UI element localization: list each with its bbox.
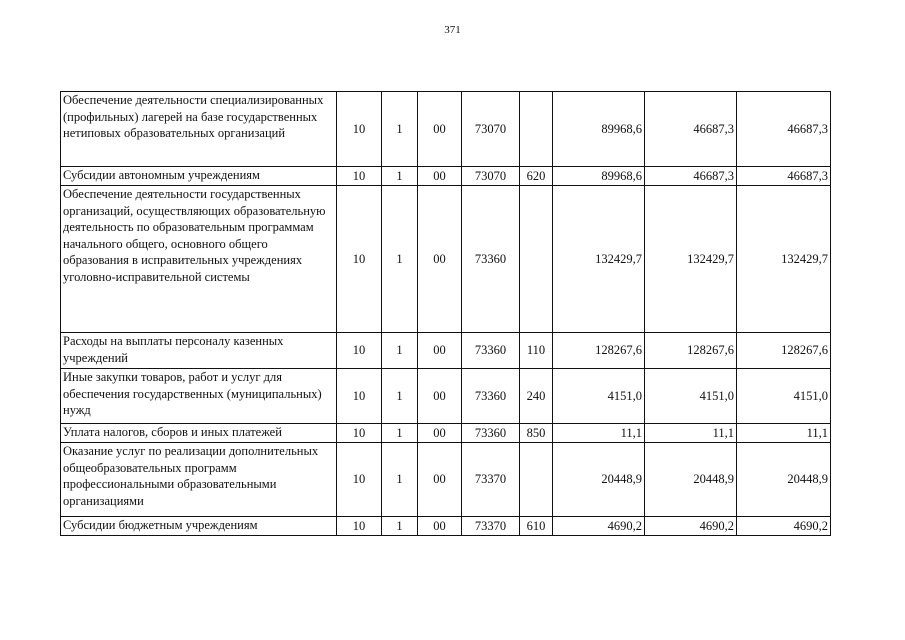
row-target-code: 73360: [462, 333, 520, 369]
row-section: 10: [337, 443, 382, 517]
row-target-code-prefix: 00: [418, 443, 462, 517]
row-subsection: 1: [382, 369, 418, 424]
row-name: Расходы на выплаты персоналу казенных учреждений: [61, 333, 337, 369]
row-section: 10: [337, 369, 382, 424]
budget-table: [60, 91, 831, 536]
row-value-2: 20448,9: [645, 443, 737, 517]
row-section: 10: [337, 92, 382, 167]
row-value-3: 4690,2: [737, 517, 831, 536]
table-row: [61, 424, 831, 443]
row-expense-type: [520, 186, 553, 333]
row-expense-type: 240: [520, 369, 553, 424]
row-name: Обеспечение деятельности государственных организаций, осуществляющих образовательную деятельность по образовательным программам начального общего, основного общего образования в исправительных учреждениях уголовно-исправительной системы: [61, 186, 337, 333]
row-target-code: 73360: [462, 424, 520, 443]
row-value-1: 11,1: [553, 424, 645, 443]
page-number: 371: [444, 24, 461, 36]
row-value-3: 11,1: [737, 424, 831, 443]
table-row: [61, 92, 831, 167]
row-section: 10: [337, 333, 382, 369]
row-value-2: 128267,6: [645, 333, 737, 369]
row-name: Обеспечение деятельности специализированных (профильных) лагерей на базе государственных нетиповых образовательных организаций: [61, 92, 337, 167]
row-target-code: 73070: [462, 167, 520, 186]
row-subsection: 1: [382, 167, 418, 186]
row-name: Субсидии бюджетным учреждениям: [61, 517, 337, 536]
row-name: Иные закупки товаров, работ и услуг для обеспечения государственных (муниципальных) нужд: [61, 369, 337, 424]
row-subsection: 1: [382, 443, 418, 517]
table-row: [61, 517, 831, 536]
row-section: 10: [337, 167, 382, 186]
row-subsection: 1: [382, 92, 418, 167]
row-expense-type: 620: [520, 167, 553, 186]
table-row: [61, 333, 831, 369]
row-value-2: 46687,3: [645, 167, 737, 186]
row-value-3: 46687,3: [737, 167, 831, 186]
row-target-code-prefix: 00: [418, 167, 462, 186]
row-name: Субсидии автономным учреждениям: [61, 167, 337, 186]
row-section: 10: [337, 186, 382, 333]
row-value-1: 4690,2: [553, 517, 645, 536]
row-value-3: 132429,7: [737, 186, 831, 333]
row-expense-type: 850: [520, 424, 553, 443]
row-value-3: 128267,6: [737, 333, 831, 369]
row-value-2: 132429,7: [645, 186, 737, 333]
row-target-code: 73370: [462, 517, 520, 536]
row-value-1: 89968,6: [553, 92, 645, 167]
row-target-code-prefix: 00: [418, 186, 462, 333]
row-target-code-prefix: 00: [418, 369, 462, 424]
row-value-3: 46687,3: [737, 92, 831, 167]
row-section: 10: [337, 424, 382, 443]
row-target-code: 73360: [462, 186, 520, 333]
row-value-1: 132429,7: [553, 186, 645, 333]
row-expense-type: [520, 443, 553, 517]
row-value-1: 20448,9: [553, 443, 645, 517]
row-section: 10: [337, 517, 382, 536]
table-row: [61, 167, 831, 186]
row-subsection: 1: [382, 186, 418, 333]
row-target-code: 73370: [462, 443, 520, 517]
row-target-code: 73070: [462, 92, 520, 167]
row-subsection: 1: [382, 424, 418, 443]
table-row: [61, 443, 831, 517]
row-value-1: 89968,6: [553, 167, 645, 186]
row-value-2: 11,1: [645, 424, 737, 443]
row-subsection: 1: [382, 517, 418, 536]
table-row: [61, 186, 831, 333]
row-subsection: 1: [382, 333, 418, 369]
row-value-3: 20448,9: [737, 443, 831, 517]
row-value-2: 4690,2: [645, 517, 737, 536]
row-expense-type: [520, 92, 553, 167]
row-expense-type: 610: [520, 517, 553, 536]
row-target-code-prefix: 00: [418, 424, 462, 443]
row-name: Оказание услуг по реализации дополнительных общеобразовательных программ профессиональными образовательными организациями: [61, 443, 337, 517]
row-value-1: 128267,6: [553, 333, 645, 369]
row-name: Уплата налогов, сборов и иных платежей: [61, 424, 337, 443]
row-value-3: 4151,0: [737, 369, 831, 424]
row-target-code-prefix: 00: [418, 92, 462, 167]
row-value-2: 46687,3: [645, 92, 737, 167]
row-target-code: 73360: [462, 369, 520, 424]
row-target-code-prefix: 00: [418, 517, 462, 536]
row-target-code-prefix: 00: [418, 333, 462, 369]
row-value-2: 4151,0: [645, 369, 737, 424]
table-row: [61, 369, 831, 424]
row-value-1: 4151,0: [553, 369, 645, 424]
row-expense-type: 110: [520, 333, 553, 369]
